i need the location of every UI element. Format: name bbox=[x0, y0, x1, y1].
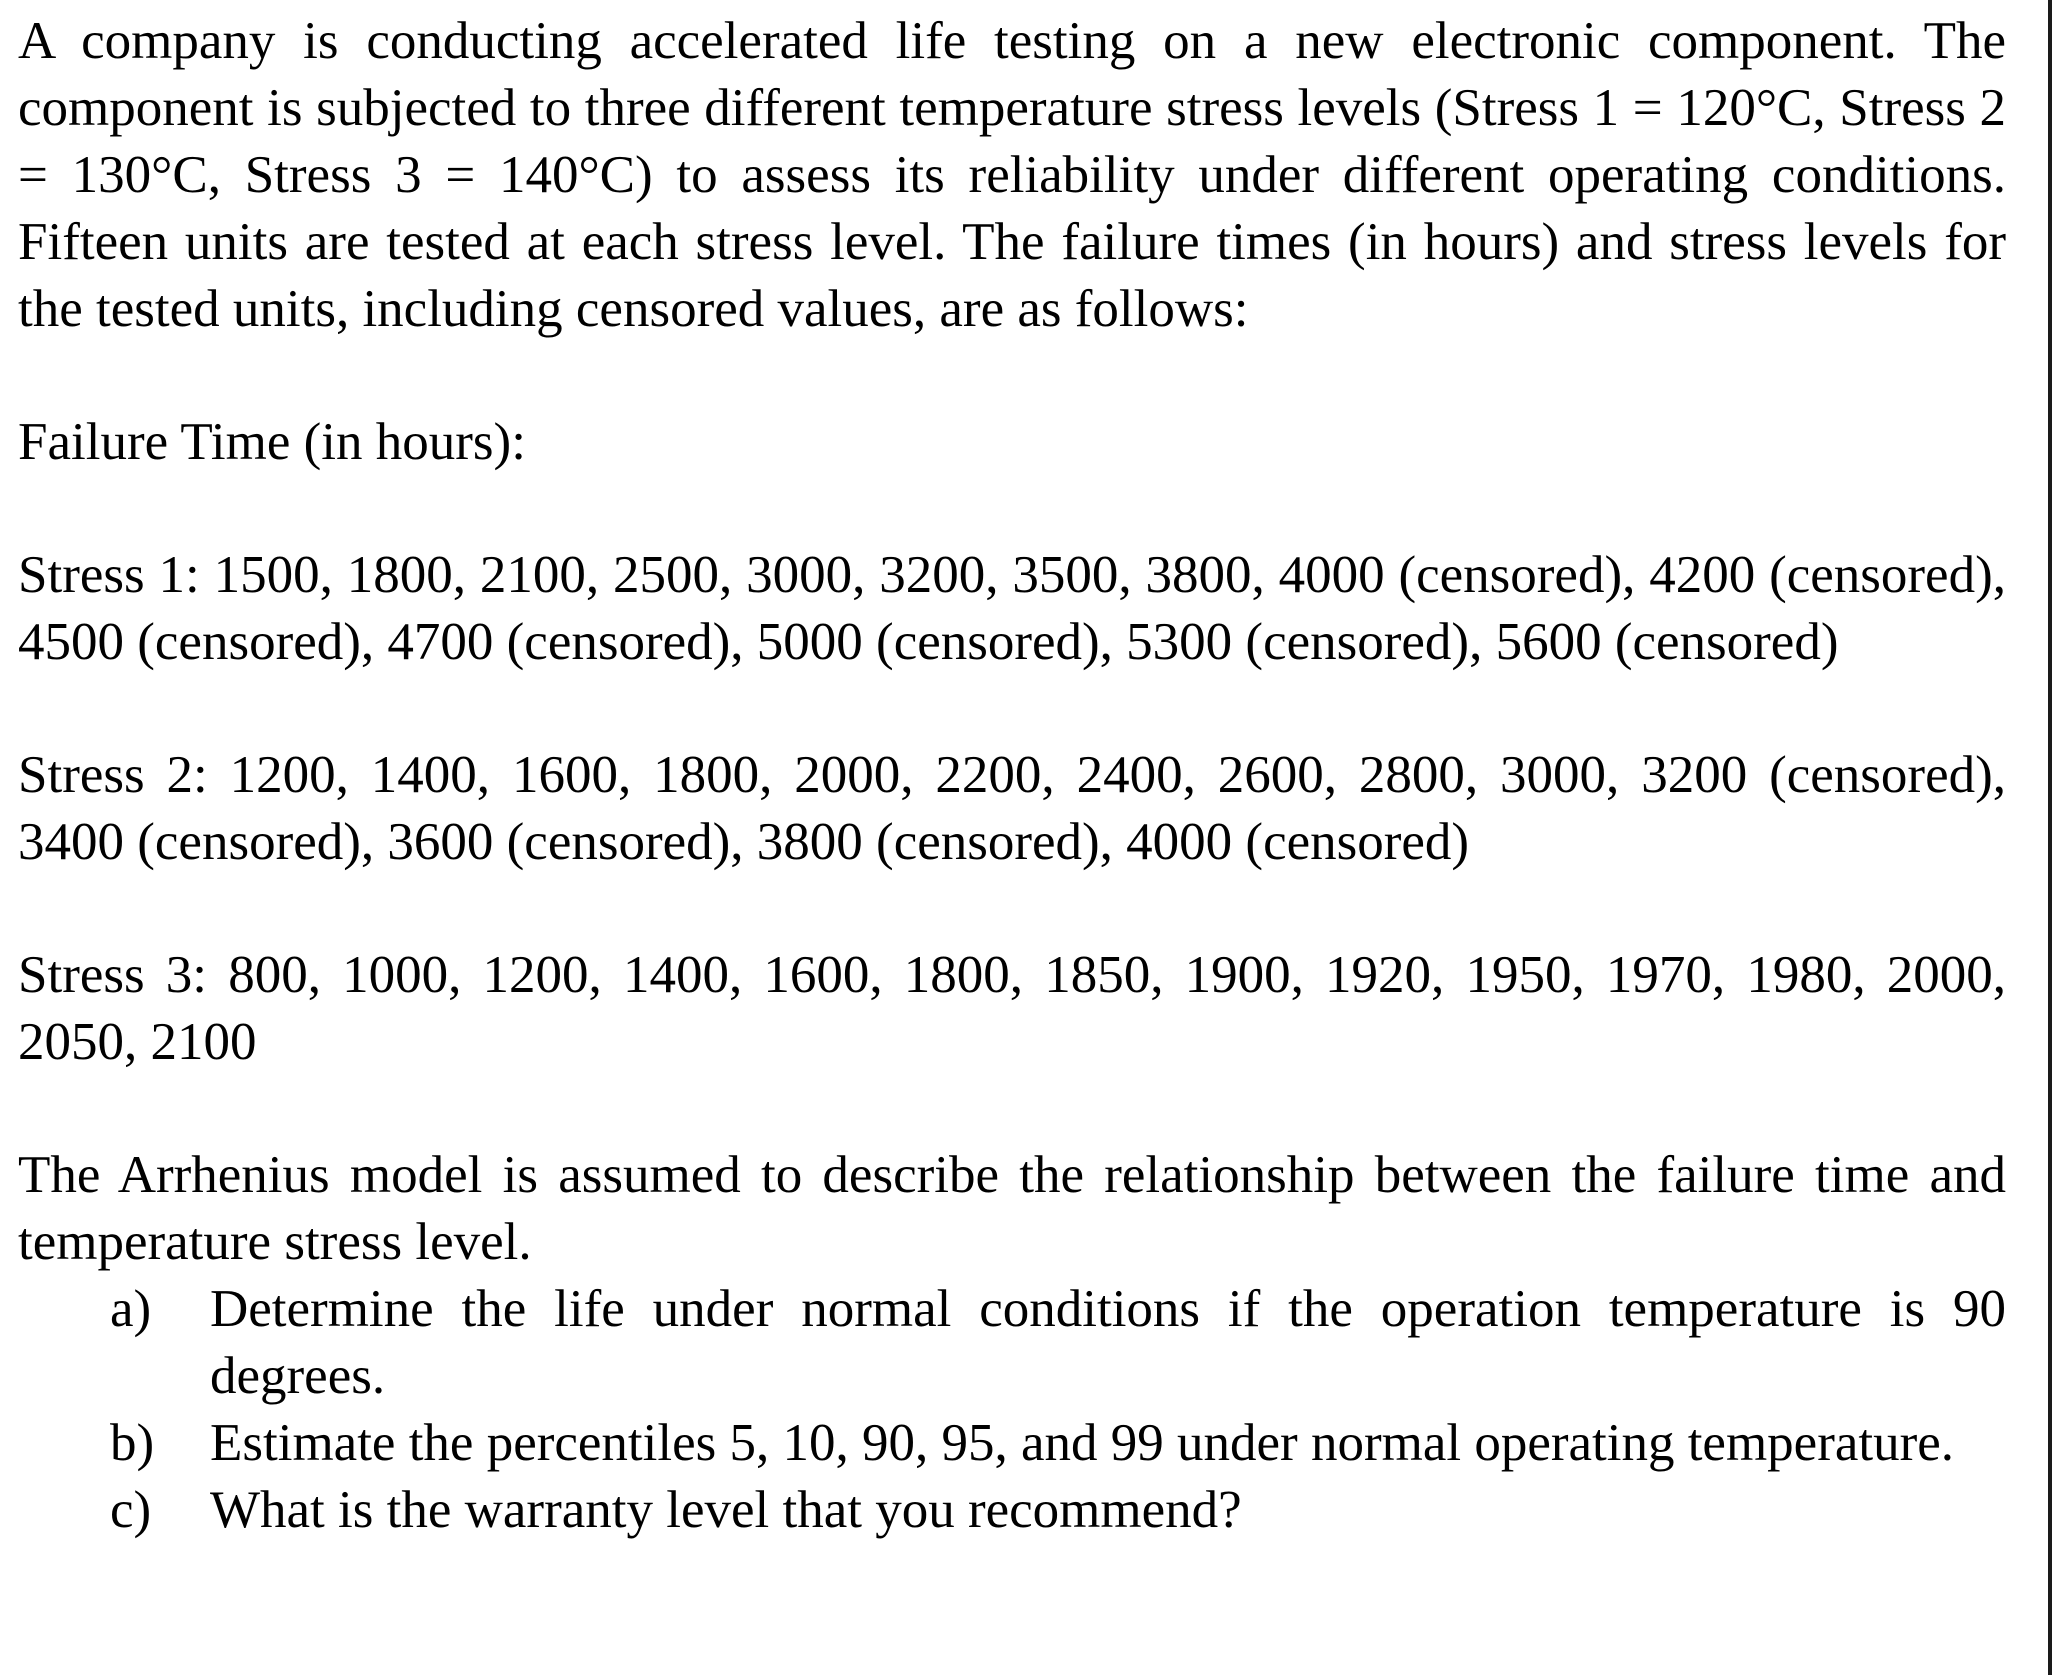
page-edge-rule bbox=[2048, 0, 2052, 1675]
question-marker: c) bbox=[110, 1481, 152, 1539]
stress-1-data: Stress 1: 1500, 1800, 2100, 2500, 3000, 3200, 3500, 3800, 4000 (censored), 4200 (censored), 4500 (censored), 4700 (censored), 5000 (censored), 5300 (censored), 5600 (censored) bbox=[18, 546, 2006, 671]
stress-2-data: Stress 2: 1200, 1400, 1600, 1800, 2000, 2200, 2400, 2600, 2800, 3000, 3200 (censored), 3400 (censored), 3600 (censored), 3800 (censored), 4000 (censored) bbox=[18, 746, 2006, 871]
question-c bbox=[18, 1477, 2006, 1544]
spacer bbox=[18, 676, 2006, 742]
intro-paragraph: A company is conducting accelerated life testing on a new electronic component. The component is subjected to three different temperature stress levels (Stress 1 = 120°C, Stress 2 = 130°C, Stress 3 = 140°C) to assess its reliability under different operating conditions. Fifteen units are tested at each stress level. The failure times (in hours) and stress levels for the tested units, including censored values, are as follows: bbox=[18, 12, 2006, 338]
stress-3-data: Stress 3: 800, 1000, 1200, 1400, 1600, 1800, 1850, 1900, 1920, 1950, 1970, 1980, 2000, 2050, 2100 bbox=[18, 946, 2006, 1071]
spacer bbox=[18, 343, 2006, 409]
spacer bbox=[18, 476, 2006, 542]
failure-time-heading: Failure Time (in hours): bbox=[18, 413, 526, 471]
spacer bbox=[18, 1076, 2006, 1142]
question-marker: a) bbox=[110, 1280, 152, 1338]
question-text: Estimate the percentiles 5, 10, 90, 95, and 99 under normal operating temperature. bbox=[210, 1414, 1955, 1472]
question-text: Determine the life under normal conditions if the operation temperature is 90 degrees. bbox=[210, 1280, 2006, 1405]
model-paragraph: The Arrhenius model is assumed to describe the relationship between the failure time and temperature stress level. bbox=[18, 1146, 2006, 1271]
question-b bbox=[18, 1410, 2006, 1477]
question-text: What is the warranty level that you recommend? bbox=[210, 1481, 1242, 1539]
question-marker: b) bbox=[110, 1414, 155, 1472]
spacer bbox=[18, 876, 2006, 942]
question-list bbox=[18, 1276, 2006, 1544]
question-a bbox=[18, 1276, 2006, 1410]
problem-document bbox=[18, 8, 2006, 1544]
